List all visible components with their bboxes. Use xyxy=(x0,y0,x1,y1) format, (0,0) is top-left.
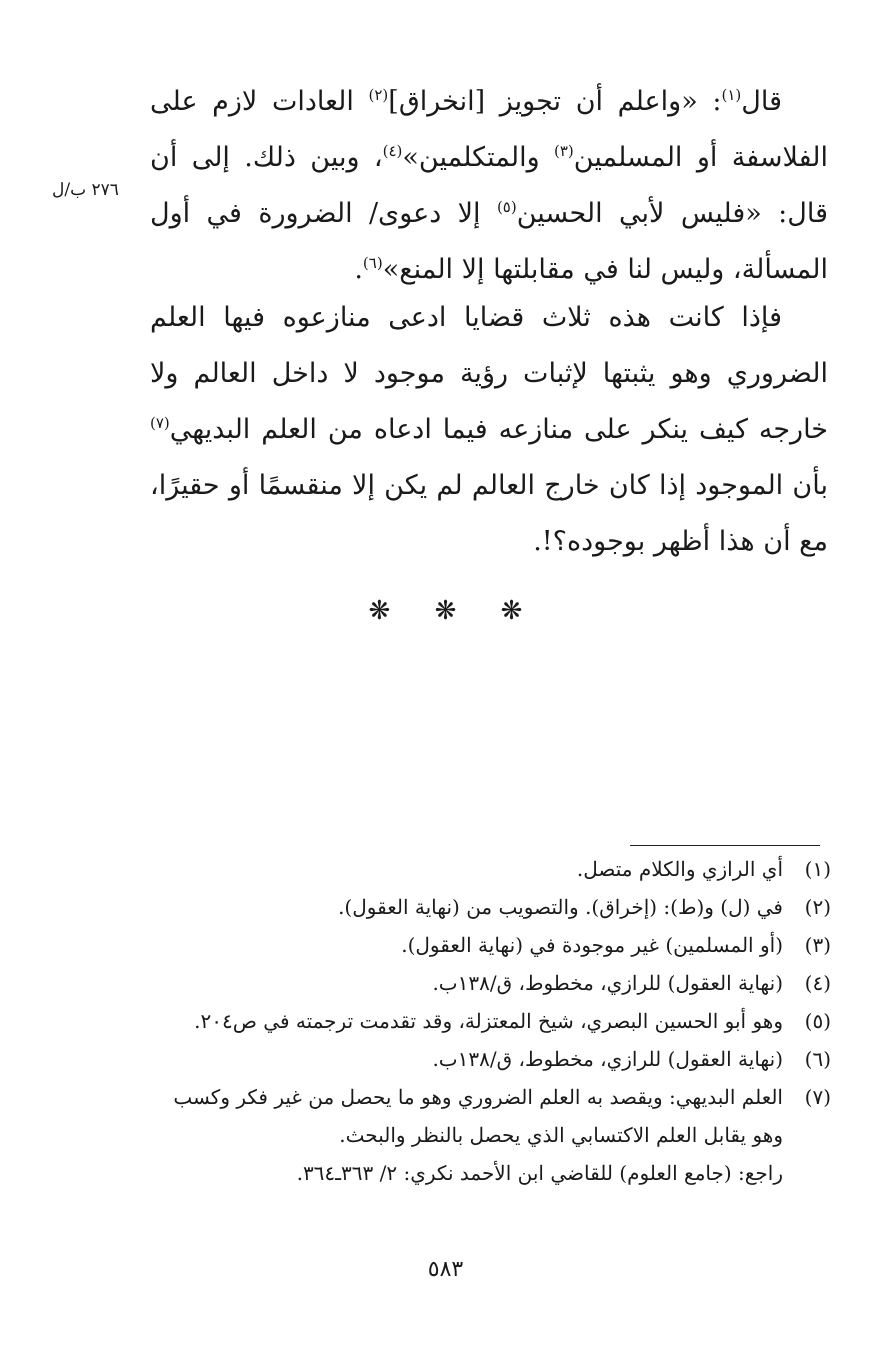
footnote-text xyxy=(150,926,783,964)
footnote-number: (٤) xyxy=(804,971,831,995)
footnote-number: (٦) xyxy=(804,1047,831,1071)
footnote-ref-4[interactable]: (٤) xyxy=(382,142,403,160)
paragraph-1-text: . xyxy=(354,254,363,285)
paragraph-2 xyxy=(150,290,828,570)
page-number: ٥٨٣ xyxy=(427,1257,464,1282)
footnote-divider xyxy=(630,845,820,846)
footnote-line: راجع: (جامع العلوم) للقاضي ابن الأحمد نكري: ٢/ ٣٦٣ـ٣٦٤. xyxy=(296,1161,783,1185)
footnote-ref-2[interactable]: (٢) xyxy=(368,86,389,104)
footnote-ref-7[interactable]: (٧) xyxy=(150,414,170,432)
footnote-item xyxy=(150,1078,831,1192)
footnote-number: (٢) xyxy=(804,895,831,919)
paragraph-1-text: ، وبين ذلك. إلى أن قال: «فليس لأبي الحسين xyxy=(150,142,828,229)
footnote-line: (نهاية العقول) للرازي، مخطوط، ق/١٣٨ب. xyxy=(432,971,783,995)
footnote-item xyxy=(150,888,831,926)
footnote-line: وهو يقابل العلم الاكتسابي الذي يحصل بالنظر والبحث. xyxy=(339,1123,783,1147)
footnote-item xyxy=(150,964,831,1002)
footnote-number: (١) xyxy=(804,857,831,881)
footnote-item xyxy=(150,926,831,964)
footnote-text xyxy=(150,888,783,926)
footnote-line: في (ل) و(ط): (إخراق). والتصويب من (نهاية العقول). xyxy=(338,895,783,919)
footnote-ref-5[interactable]: (٥) xyxy=(496,198,517,216)
paragraph-1-text: قال xyxy=(741,86,782,117)
footnote-line: أي الرازي والكلام متصل. xyxy=(576,857,783,881)
margin-manuscript-note: ٢٧٦ ب/ل xyxy=(52,180,119,200)
footnote-line: العلم البديهي: ويقصد به العلم الضروري وهو ما يحصل من غير فكر وكسب xyxy=(173,1085,783,1109)
paragraph-2-text: فإذا كانت هذه ثلاث قضايا ادعى منازعوه فيها العلم الضروري وهو يثبتها لإثبات رؤية موجود لا داخل العالم ولا خارجه كيف ينكر على منازعه فيما ادعاه من العلم البديهي xyxy=(150,302,828,445)
footnote-number: (٣) xyxy=(804,933,831,957)
footnote-ref-3[interactable]: (٣) xyxy=(553,142,574,160)
footnote-line: (أو المسلمين) غير موجودة في (نهاية العقول). xyxy=(401,933,783,957)
footnote-text xyxy=(150,964,783,1002)
section-separator xyxy=(0,596,891,626)
footnote-text xyxy=(150,1040,783,1078)
footnote-text xyxy=(150,850,783,888)
paragraph-1-text: والمتكلمين» xyxy=(402,142,554,173)
footnote-number: (٥) xyxy=(804,1009,831,1033)
footnote-line: (نهاية العقول) للرازي، مخطوط، ق/١٣٨ب. xyxy=(432,1047,783,1071)
footnote-ref-6[interactable]: (٦) xyxy=(362,254,383,272)
asterism-icon: ❋ ❋ ❋ xyxy=(368,596,541,626)
footnote-ref-1[interactable]: (١) xyxy=(721,86,742,104)
footnote-text xyxy=(150,1002,783,1040)
footnote-line: وهو أبو الحسين البصري، شيخ المعتزلة، وقد تقدمت ترجمته في ص٢٠٤. xyxy=(194,1009,783,1033)
footnote-text xyxy=(150,1078,783,1192)
paragraph-1-text: إلا دعوى/ الضرورة في أول المسألة، وليس لنا في مقابلتها إلا المنع» xyxy=(150,198,828,285)
footnote-item xyxy=(150,1002,831,1040)
paragraph-1 xyxy=(150,74,828,298)
footnote-number: (٧) xyxy=(804,1085,831,1109)
footnote-item xyxy=(150,1040,831,1078)
footnote-item xyxy=(150,850,831,888)
paragraph-2-text: بأن الموجود إذا كان خارج العالم لم يكن إلا منقسمًا أو حقيرًا، مع أن هذا أظهر بوجوده؟!. xyxy=(150,470,828,557)
paragraph-1-text: العادات لازم على الفلاسفة أو المسلمين xyxy=(150,86,828,173)
paragraph-1-text: : «واعلم أن تجويز [انخراق] xyxy=(388,86,722,117)
footnotes-list xyxy=(150,850,831,1192)
